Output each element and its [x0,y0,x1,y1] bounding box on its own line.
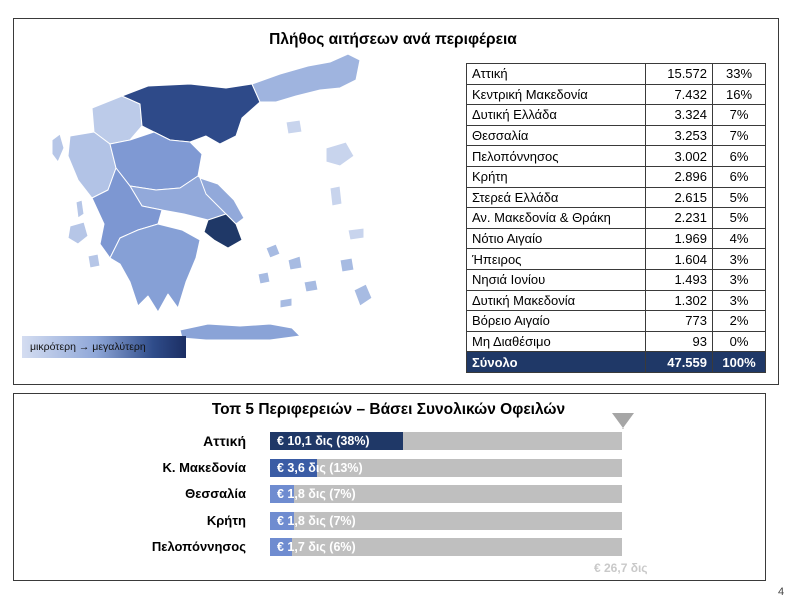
region-name-cell: Δυτική Μακεδονία [467,290,646,311]
map-region-notio-aigaio-5 [340,258,354,272]
table-row [467,311,766,332]
map-region-notio-aigaio-4 [304,280,318,292]
table-row [467,187,766,208]
region-count-cell: 2.615 [646,187,713,208]
region-count-cell: 1.493 [646,269,713,290]
table-row [467,208,766,229]
region-share-cell: 2% [713,311,766,332]
region-share-cell: 4% [713,228,766,249]
map-region-notio-aigaio-1 [266,244,280,258]
map-region-voreio-aigaio-chios [330,186,342,206]
table-row [467,166,766,187]
bar-category-label: Θεσσαλία [185,486,246,502]
table-row [467,125,766,146]
table-total-row [467,352,766,373]
bar-value-label: € 1,8 δις (7%) [277,513,356,528]
region-name-cell: Κρήτη [467,166,646,187]
region-share-cell: 5% [713,187,766,208]
region-count-cell: 3.002 [646,146,713,167]
region-count-cell: 15.572 [646,64,713,85]
region-share-cell: 7% [713,125,766,146]
table-row [467,84,766,105]
region-count-cell: 1.302 [646,290,713,311]
map-color-legend: μικρότερη → μεγαλύτερη [22,336,186,358]
table-row [467,105,766,126]
map-region-kentriki-makedonia [122,84,260,144]
region-table [466,63,766,373]
region-count-cell: 1.969 [646,228,713,249]
map-region-ionia-kefalonia [68,222,88,244]
region-count-cell: 7.432 [646,84,713,105]
region-name-cell: Κεντρική Μακεδονία [467,84,646,105]
region-name-cell: Αττική [467,64,646,85]
region-count-cell: 773 [646,311,713,332]
region-count-cell: 3.253 [646,125,713,146]
bar-category-label: Κρήτη [206,512,246,528]
region-share-cell: 0% [713,331,766,352]
map-region-ionia-lefkada [76,200,84,218]
region-name-cell: Στερεά Ελλάδα [467,187,646,208]
region-name-cell: Αν. Μακεδονία & Θράκη [467,208,646,229]
table-row [467,290,766,311]
region-share-cell: 16% [713,84,766,105]
table-row [467,269,766,290]
region-count-cell: 1.604 [646,249,713,270]
bar-category-label: Πελοπόννησος [151,539,246,555]
map-region-notio-aigaio-6 [280,298,292,308]
region-name-cell: Μη Διαθέσιμο [467,331,646,352]
region-share-cell: 6% [713,166,766,187]
map-region-kriti [180,324,300,340]
map-region-notio-aigaio-rhodes [354,284,372,306]
region-name-cell: Νησιά Ιονίου [467,269,646,290]
map-region-ionia-corfu [52,134,64,162]
bar-chart-title: Τοπ 5 Περιφερειών – Βάσει Συνολικών Οφειλών [211,401,566,418]
greece-region-map [30,44,380,344]
region-name-cell: Θεσσαλία [467,125,646,146]
map-region-ionia-zakynthos [88,254,100,268]
region-share-cell: 6% [713,146,766,167]
total-marker-icon [612,413,634,429]
total-label-cell: Σύνολο [467,352,646,373]
region-name-cell: Πελοπόννησος [467,146,646,167]
region-name-cell: Βόρειο Αιγαίο [467,311,646,332]
region-share-cell: 33% [713,64,766,85]
total-count-cell: 47.559 [646,352,713,373]
region-share-cell: 7% [713,105,766,126]
map-region-voreio-aigaio-lesvos [326,142,354,166]
page-number: 4 [778,586,785,598]
bar-total-label: € 26,7 δις [594,561,648,575]
table-row [467,146,766,167]
map-region-voreio-aigaio-limnos [286,120,302,134]
table-row [467,249,766,270]
bar-value-label: € 3,6 δις (13%) [277,460,363,475]
region-name-cell: Ήπειρος [467,249,646,270]
bar-value-label: € 1,8 δις (7%) [277,487,356,502]
map-region-notio-aigaio-3 [258,272,270,284]
bar-category-label: Αττική [203,433,246,449]
region-share-cell: 3% [713,249,766,270]
total-share-cell: 100% [713,352,766,373]
region-share-cell: 3% [713,290,766,311]
bar-category-label: Κ. Μακεδονία [162,459,246,475]
table-row [467,228,766,249]
table-row [467,331,766,352]
bar-value-label: € 1,7 δις (6%) [277,540,356,555]
map-region-voreio-aigaio-samos [348,228,364,240]
map-region-peloponnisos [110,224,200,312]
region-count-cell: 2.231 [646,208,713,229]
region-count-cell: 3.324 [646,105,713,126]
map-region-an-makedonia-thraki [252,54,360,102]
region-count-cell: 2.896 [646,166,713,187]
region-name-cell: Νότιο Αιγαίο [467,228,646,249]
region-share-cell: 3% [713,269,766,290]
region-count-cell: 93 [646,331,713,352]
region-share-cell: 5% [713,208,766,229]
bar-value-label: € 10,1 δις (38%) [277,434,370,448]
map-region-notio-aigaio-2 [288,256,302,270]
region-name-cell: Δυτική Ελλάδα [467,105,646,126]
table-row [467,64,766,85]
map-title: Πλήθος αιτήσεων ανά περιφέρεια [269,31,517,48]
